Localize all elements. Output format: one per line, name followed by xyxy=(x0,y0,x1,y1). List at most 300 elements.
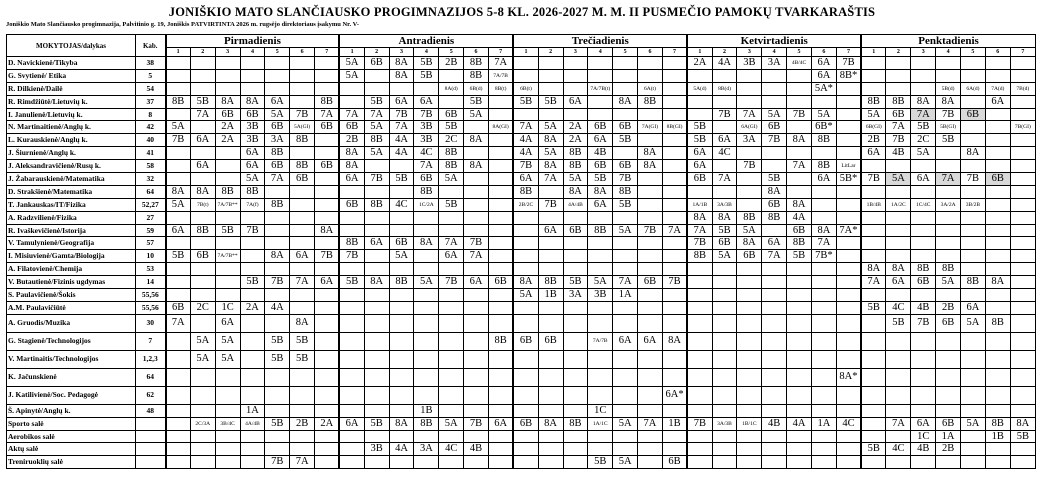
lesson-cell xyxy=(737,443,762,456)
lesson-cell xyxy=(861,224,886,237)
lesson-cell xyxy=(315,173,340,186)
lesson-cell: 6B xyxy=(315,121,340,134)
lesson-cell: 6B xyxy=(488,276,513,289)
lesson-cell xyxy=(886,224,911,237)
lesson-cell: 8A xyxy=(315,224,340,237)
lesson-cell xyxy=(464,185,489,198)
lesson-cell: 5A xyxy=(961,417,986,430)
lesson-cell xyxy=(836,301,861,314)
lesson-cell xyxy=(886,237,911,250)
lesson-cell xyxy=(315,301,340,314)
lesson-cell xyxy=(364,350,389,368)
lesson-cell: 3B xyxy=(414,121,439,134)
lesson-cell xyxy=(290,443,315,456)
lesson-cell xyxy=(339,368,364,386)
lesson-cell xyxy=(389,211,414,224)
lesson-cell xyxy=(315,237,340,250)
lesson-cell: 3A xyxy=(265,134,290,147)
table-row xyxy=(7,301,1036,314)
lesson-cell xyxy=(414,250,439,263)
approval-note: Joniškio Mato Slančiausko progimnazija, Palvitinio g. 19, Joniškis PATVIRTINTA 2026 m. rugsėjo direktoriaus įsakymu Nr. V- xyxy=(6,21,359,28)
lesson-cell: 8B xyxy=(513,185,538,198)
lesson-cell xyxy=(762,289,787,302)
lesson-cell xyxy=(215,211,240,224)
lesson-cell xyxy=(662,173,687,186)
lesson-cell: 8A xyxy=(240,95,265,108)
lesson-cell: 7A xyxy=(166,314,191,332)
lesson-cell: 5A xyxy=(762,108,787,121)
lesson-cell: 8A xyxy=(389,69,414,82)
table-row xyxy=(7,368,1036,386)
room-number: 5 xyxy=(136,69,166,82)
lesson-cell xyxy=(563,386,588,404)
lesson-cell xyxy=(464,332,489,350)
lesson-cell xyxy=(389,82,414,95)
lesson-cell xyxy=(488,173,513,186)
room-number: 59 xyxy=(136,224,166,237)
room-number: 40 xyxy=(136,134,166,147)
lesson-cell: 8A xyxy=(886,263,911,276)
lesson-cell: 4B xyxy=(588,147,613,160)
lesson-cell xyxy=(588,57,613,70)
lesson-cell xyxy=(613,301,638,314)
lesson-cell xyxy=(613,147,638,160)
lesson-cell: 7A xyxy=(538,173,563,186)
lesson-cell xyxy=(811,289,836,302)
lesson-cell xyxy=(811,198,836,211)
lesson-cell: 7A xyxy=(886,417,911,430)
room-number xyxy=(136,443,166,456)
lesson-cell xyxy=(638,289,663,302)
lesson-cell xyxy=(613,82,638,95)
lesson-cell: 5B xyxy=(414,57,439,70)
lesson-cell xyxy=(364,368,389,386)
lesson-cell xyxy=(911,386,936,404)
lesson-cell xyxy=(961,443,986,456)
lesson-cell: 7A xyxy=(488,57,513,70)
lesson-cell xyxy=(762,404,787,417)
lesson-cell xyxy=(439,314,464,332)
lesson-cell xyxy=(464,121,489,134)
period-number: 6 xyxy=(811,48,836,57)
lesson-cell: 8A xyxy=(190,185,215,198)
lesson-cell xyxy=(166,430,191,443)
lesson-cell: 3B xyxy=(737,57,762,70)
lesson-cell: 8A(GI) xyxy=(488,121,513,134)
lesson-cell xyxy=(936,289,961,302)
lesson-cell xyxy=(687,108,712,121)
lesson-cell xyxy=(513,263,538,276)
lesson-cell xyxy=(662,301,687,314)
room-number: 14 xyxy=(136,276,166,289)
lesson-cell: 5A xyxy=(339,57,364,70)
period-number: 3 xyxy=(389,48,414,57)
lesson-cell xyxy=(315,263,340,276)
lesson-cell: 4C xyxy=(836,417,861,430)
lesson-cell xyxy=(265,386,290,404)
lesson-cell xyxy=(811,350,836,368)
lesson-cell xyxy=(911,160,936,173)
lesson-cell xyxy=(240,289,265,302)
lesson-cell: 4A/4B xyxy=(563,198,588,211)
lesson-cell xyxy=(563,108,588,121)
lesson-cell: 5B xyxy=(389,173,414,186)
lesson-cell xyxy=(315,350,340,368)
lesson-cell xyxy=(1010,69,1035,82)
lesson-cell: 6A(t) xyxy=(638,82,663,95)
table-row xyxy=(7,443,1036,456)
lesson-cell xyxy=(265,443,290,456)
lesson-cell: 5A xyxy=(265,108,290,121)
lesson-cell: 6A xyxy=(414,95,439,108)
lesson-cell xyxy=(389,386,414,404)
lesson-cell xyxy=(414,211,439,224)
lesson-cell xyxy=(563,211,588,224)
lesson-cell: 7B xyxy=(265,276,290,289)
lesson-cell xyxy=(364,160,389,173)
lesson-cell xyxy=(861,69,886,82)
lesson-cell: 7B xyxy=(836,57,861,70)
lesson-cell xyxy=(290,224,315,237)
lesson-cell xyxy=(762,82,787,95)
lesson-cell xyxy=(488,350,513,368)
lesson-cell xyxy=(1010,147,1035,160)
teacher-name: Aerobikos salė xyxy=(7,430,136,443)
lesson-cell: 7B xyxy=(886,134,911,147)
lesson-cell xyxy=(737,198,762,211)
lesson-cell xyxy=(737,301,762,314)
lesson-cell xyxy=(662,134,687,147)
lesson-cell: 2A xyxy=(215,121,240,134)
lesson-cell xyxy=(836,95,861,108)
lesson-cell: 7B xyxy=(339,250,364,263)
lesson-cell xyxy=(662,160,687,173)
lesson-cell xyxy=(464,289,489,302)
lesson-cell xyxy=(538,108,563,121)
lesson-cell xyxy=(588,69,613,82)
lesson-cell: 8B xyxy=(339,237,364,250)
table-row xyxy=(7,276,1036,289)
lesson-cell xyxy=(985,443,1010,456)
lesson-cell xyxy=(787,289,812,302)
table-row xyxy=(7,250,1036,263)
lesson-cell: 5A xyxy=(389,250,414,263)
lesson-cell xyxy=(613,386,638,404)
lesson-cell xyxy=(1010,224,1035,237)
lesson-cell xyxy=(464,263,489,276)
lesson-cell xyxy=(513,69,538,82)
period-number: 7 xyxy=(836,48,861,57)
lesson-cell xyxy=(166,108,191,121)
lesson-cell: 2C xyxy=(911,134,936,147)
lesson-cell xyxy=(687,314,712,332)
lesson-cell xyxy=(985,69,1010,82)
day-header-friday: Penktadienis xyxy=(861,35,1035,48)
lesson-cell xyxy=(588,211,613,224)
lesson-cell xyxy=(464,314,489,332)
lesson-cell xyxy=(712,95,737,108)
lesson-cell xyxy=(911,332,936,350)
lesson-cell xyxy=(638,314,663,332)
lesson-cell xyxy=(240,332,265,350)
lesson-cell xyxy=(414,301,439,314)
lesson-cell xyxy=(389,314,414,332)
lesson-cell: 2B xyxy=(936,443,961,456)
lesson-cell xyxy=(613,430,638,443)
lesson-cell: 2B xyxy=(339,134,364,147)
lesson-cell: 5B xyxy=(265,417,290,430)
lesson-cell xyxy=(166,82,191,95)
lesson-cell xyxy=(364,185,389,198)
lesson-cell xyxy=(787,314,812,332)
lesson-cell xyxy=(985,386,1010,404)
lesson-cell xyxy=(911,185,936,198)
lesson-cell xyxy=(215,57,240,70)
lesson-cell xyxy=(861,456,886,469)
teacher-name: N. Martinaitienė/Anglų k. xyxy=(7,121,136,134)
lesson-cell: 7A xyxy=(911,108,936,121)
lesson-cell xyxy=(315,332,340,350)
lesson-cell xyxy=(339,301,364,314)
lesson-cell xyxy=(787,69,812,82)
lesson-cell xyxy=(215,443,240,456)
lesson-cell xyxy=(265,224,290,237)
lesson-cell xyxy=(712,443,737,456)
lesson-cell: 4A xyxy=(513,134,538,147)
lesson-cell: 7B xyxy=(439,276,464,289)
lesson-cell xyxy=(811,456,836,469)
lesson-cell xyxy=(339,82,364,95)
lesson-cell: 8A xyxy=(787,198,812,211)
lesson-cell xyxy=(886,456,911,469)
lesson-cell xyxy=(190,289,215,302)
lesson-cell xyxy=(961,57,986,70)
lesson-cell xyxy=(737,263,762,276)
period-number: 6 xyxy=(290,48,315,57)
lesson-cell xyxy=(811,314,836,332)
lesson-cell xyxy=(439,211,464,224)
lesson-cell xyxy=(985,121,1010,134)
room-number: 64 xyxy=(136,368,166,386)
lesson-cell: 6B xyxy=(414,173,439,186)
lesson-cell xyxy=(290,301,315,314)
lesson-cell: 7A xyxy=(861,276,886,289)
lesson-cell xyxy=(687,350,712,368)
lesson-cell xyxy=(240,443,265,456)
lesson-cell: 8B xyxy=(563,417,588,430)
lesson-cell xyxy=(961,456,986,469)
lesson-cell xyxy=(737,368,762,386)
lesson-cell: 6B xyxy=(389,237,414,250)
lesson-cell xyxy=(513,250,538,263)
lesson-cell xyxy=(861,250,886,263)
lesson-cell xyxy=(787,147,812,160)
lesson-cell xyxy=(811,95,836,108)
lesson-cell xyxy=(886,250,911,263)
lesson-cell xyxy=(787,301,812,314)
lesson-cell: 8A xyxy=(563,185,588,198)
lesson-cell xyxy=(985,350,1010,368)
lesson-cell: 4C xyxy=(439,443,464,456)
lesson-cell xyxy=(190,456,215,469)
lesson-cell xyxy=(861,350,886,368)
room-number: 41 xyxy=(136,147,166,160)
lesson-cell xyxy=(166,289,191,302)
lesson-cell xyxy=(364,250,389,263)
lesson-cell: 8B xyxy=(811,160,836,173)
lesson-cell xyxy=(240,57,265,70)
lesson-cell xyxy=(315,289,340,302)
lesson-cell xyxy=(662,263,687,276)
lesson-cell xyxy=(588,314,613,332)
lesson-cell xyxy=(936,456,961,469)
lesson-cell xyxy=(389,224,414,237)
lesson-cell: 6B xyxy=(762,198,787,211)
lesson-cell xyxy=(240,368,265,386)
lesson-cell: 4B xyxy=(911,443,936,456)
lesson-cell xyxy=(190,443,215,456)
lesson-cell xyxy=(240,250,265,263)
lesson-cell: 7A(d) xyxy=(985,82,1010,95)
room-number: 7 xyxy=(136,332,166,350)
lesson-cell: 7B xyxy=(861,173,886,186)
lesson-cell xyxy=(961,289,986,302)
lesson-cell: 4A xyxy=(389,443,414,456)
lesson-cell: 5B xyxy=(166,250,191,263)
lesson-cell xyxy=(339,386,364,404)
lesson-cell xyxy=(662,237,687,250)
lesson-cell xyxy=(414,332,439,350)
period-number: 2 xyxy=(886,48,911,57)
lesson-cell: 5A xyxy=(464,108,489,121)
lesson-cell xyxy=(265,314,290,332)
lesson-cell: 7A xyxy=(190,108,215,121)
lesson-cell xyxy=(166,263,191,276)
period-number: 5 xyxy=(265,48,290,57)
lesson-cell: 7A xyxy=(315,108,340,121)
lesson-cell xyxy=(215,456,240,469)
lesson-cell xyxy=(215,430,240,443)
lesson-cell xyxy=(364,224,389,237)
lesson-cell xyxy=(215,404,240,417)
lesson-cell xyxy=(166,404,191,417)
lesson-cell: 3B/4C xyxy=(215,417,240,430)
lesson-cell xyxy=(464,386,489,404)
lesson-cell xyxy=(190,147,215,160)
lesson-cell xyxy=(215,289,240,302)
lesson-cell xyxy=(836,185,861,198)
lesson-cell: 5B xyxy=(190,95,215,108)
table-row xyxy=(7,224,1036,237)
lesson-cell xyxy=(315,147,340,160)
lesson-cell: 8B xyxy=(811,134,836,147)
lesson-cell: 7B xyxy=(687,417,712,430)
lesson-cell xyxy=(563,350,588,368)
lesson-cell xyxy=(762,368,787,386)
lesson-cell xyxy=(563,82,588,95)
lesson-cell xyxy=(290,147,315,160)
lesson-cell: 8A xyxy=(364,276,389,289)
day-header-monday: Pirmadienis xyxy=(166,35,340,48)
lesson-cell xyxy=(613,57,638,70)
lesson-cell xyxy=(985,456,1010,469)
teacher-name: J. Aleksandravičienė/Rusų k. xyxy=(7,160,136,173)
lesson-cell xyxy=(638,198,663,211)
lesson-cell: 8B xyxy=(290,134,315,147)
lesson-cell xyxy=(364,289,389,302)
lesson-cell: 8B(GI) xyxy=(662,121,687,134)
lesson-cell: 6A xyxy=(811,173,836,186)
lesson-cell xyxy=(563,301,588,314)
lesson-cell xyxy=(464,430,489,443)
lesson-cell xyxy=(936,368,961,386)
lesson-cell xyxy=(488,456,513,469)
lesson-cell xyxy=(861,314,886,332)
lesson-cell: 7A/7B(t) xyxy=(588,82,613,95)
lesson-cell: 5B xyxy=(687,121,712,134)
lesson-cell xyxy=(961,160,986,173)
lesson-cell xyxy=(190,69,215,82)
lesson-cell: 7A xyxy=(811,237,836,250)
lesson-cell: 6B xyxy=(961,108,986,121)
lesson-cell xyxy=(886,57,911,70)
lesson-cell xyxy=(364,211,389,224)
lesson-cell xyxy=(588,108,613,121)
teacher-name: K. Jačunskienė xyxy=(7,368,136,386)
lesson-cell xyxy=(265,185,290,198)
lesson-cell xyxy=(166,443,191,456)
lesson-cell xyxy=(762,276,787,289)
lesson-cell xyxy=(389,289,414,302)
room-number: 32 xyxy=(136,173,166,186)
lesson-cell xyxy=(315,82,340,95)
lesson-cell: 2A xyxy=(563,134,588,147)
lesson-cell xyxy=(215,173,240,186)
lesson-cell: 6A xyxy=(687,147,712,160)
lesson-cell xyxy=(588,95,613,108)
lesson-cell xyxy=(464,173,489,186)
lesson-cell: 2A xyxy=(215,134,240,147)
lesson-cell xyxy=(687,301,712,314)
lesson-cell: 7B xyxy=(936,108,961,121)
lesson-cell: 5B xyxy=(364,417,389,430)
lesson-cell: 7A xyxy=(613,276,638,289)
lesson-cell: 5A xyxy=(563,173,588,186)
lesson-cell xyxy=(712,314,737,332)
lesson-cell xyxy=(762,147,787,160)
lesson-cell xyxy=(985,108,1010,121)
lesson-cell: 6A xyxy=(886,276,911,289)
lesson-cell xyxy=(190,82,215,95)
lesson-cell xyxy=(513,430,538,443)
lesson-cell: 8B xyxy=(265,198,290,211)
lesson-cell xyxy=(190,276,215,289)
period-number: 5 xyxy=(961,48,986,57)
table-row xyxy=(7,198,1036,211)
lesson-cell xyxy=(662,250,687,263)
lesson-cell xyxy=(563,57,588,70)
room-number xyxy=(136,417,166,430)
lesson-cell: 4C xyxy=(886,301,911,314)
lesson-cell xyxy=(215,386,240,404)
lesson-cell xyxy=(985,250,1010,263)
lesson-cell xyxy=(737,276,762,289)
lesson-cell: 7A xyxy=(712,173,737,186)
lesson-cell xyxy=(439,185,464,198)
lesson-cell xyxy=(811,301,836,314)
lesson-cell xyxy=(513,57,538,70)
lesson-cell xyxy=(613,263,638,276)
